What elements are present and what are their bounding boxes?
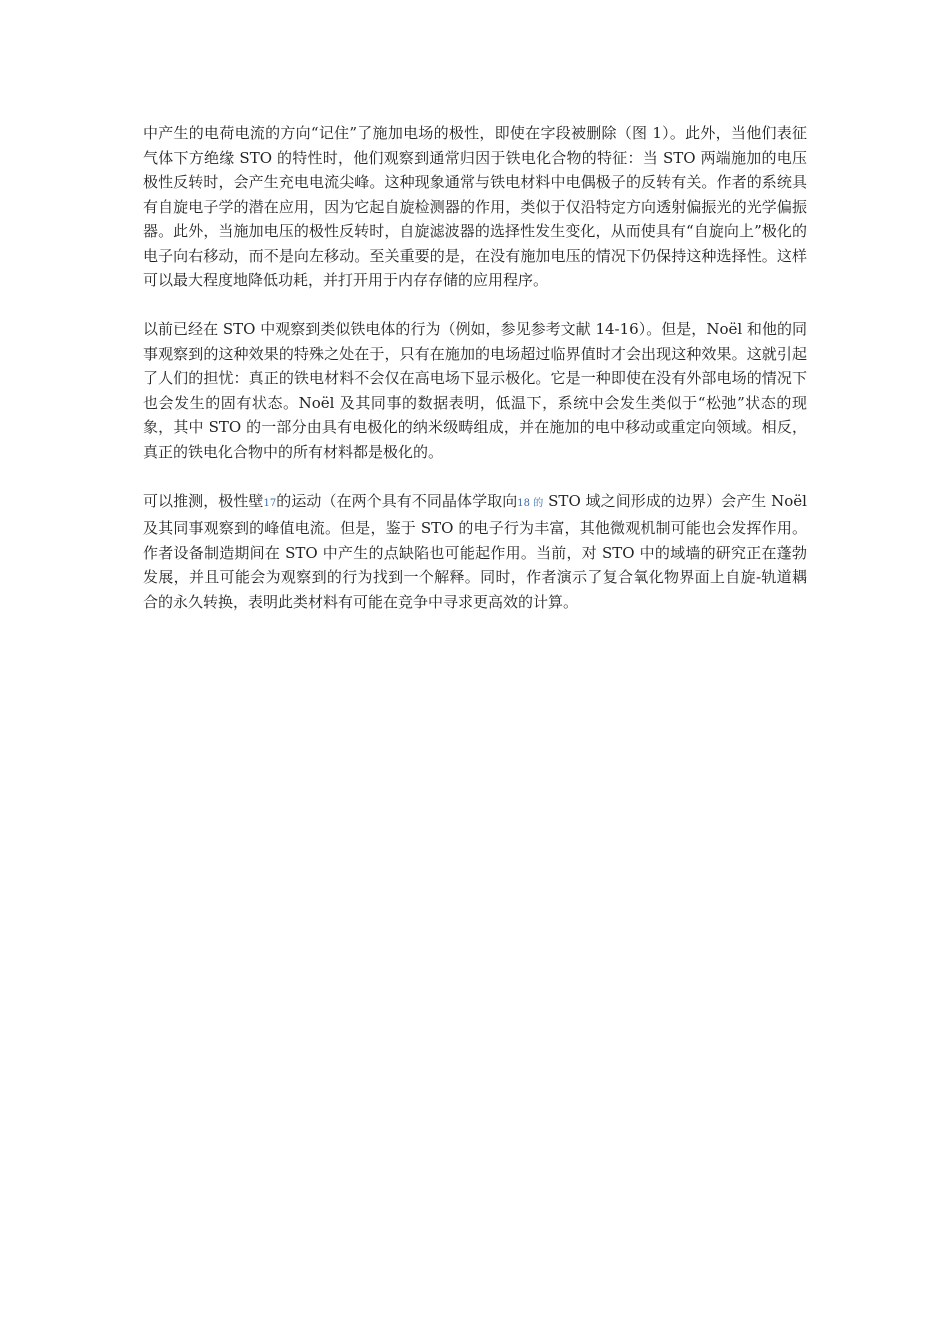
- article-body: [143, 121, 807, 639]
- paragraph-3-text-b: 的运动（在两个具有不同晶体学取向: [276, 491, 518, 510]
- reference-link-18[interactable]: 18 的: [517, 497, 544, 509]
- reference-link-17[interactable]: 17: [263, 497, 277, 509]
- paragraph-1: 中产生的电荷电流的方向“记住”了施加电场的极性，即使在字段被删除（图 1）。此外，当他们表征气体下方绝缘 STO 的特性时，他们观察到通常归因于铁电化合物的特征：当 STO 两端施加的电压极性反转时，会产生充电电流尖峰。这种现象通常与铁电材料中电偶极子的反转有关。作者的系统具有自旋电子学的潜在应用，因为它起自旋检测器的作用，类似于仅沿特定方向透射偏振光的光学偏振器。此外，当施加电压的极性反转时，自旋滤波器的选择性发生变化，从而使具有“自旋向上”极化的电子向右移动，而不是向左移动。至关重要的是，在没有施加电压的情况下仍保持这种选择性。这样可以最大程度地降低功耗，并打开用于内存存储的应用程序。: [143, 124, 807, 289]
- paragraph-3: [143, 489, 807, 615]
- paragraph-2: 以前已经在 STO 中观察到类似铁电体的行为（例如，参见参考文献 14-16）。但是，Noël 和他的同事观察到的这种效果的特殊之处在于，只有在施加的电场超过临界值时才会出现这种效果。这就引起了人们的担忧：真正的铁电材料不会仅在高电场下显示极化。它是一种即使在没有外部电场的情况下也会发生的固有状态。Noël 及其同事的数据表明，低温下，系统中会发生类似于“松弛”状态的现象，其中 STO 的一部分由具有电极化的纳米级畴组成，并在施加的电中移动或重定向领域。相反，真正的铁电化合物中的所有材料都是极化的。: [143, 320, 807, 461]
- paragraph-3-text-a: 可以推测，极性壁: [143, 491, 264, 510]
- paragraph-3-text-c: STO 域之间形成的边界）会产生 Noël 及其同事观察到的峰值电流。但是，鉴于 STO 的电子行为丰富，其他微观机制可能也会发挥作用。作者设备制造期间在 STO 中产生的点缺陷也可能起作用。当前，对 STO 中的域墙的研究正在蓬勃发展，并且可能会为观察到的行为找到一个解释。同时，作者演示了复合氧化物界面上自旋-轨道耦合的永久转换，表明此类材料有可能在竞争中寻求更高效的计算。: [143, 491, 807, 611]
